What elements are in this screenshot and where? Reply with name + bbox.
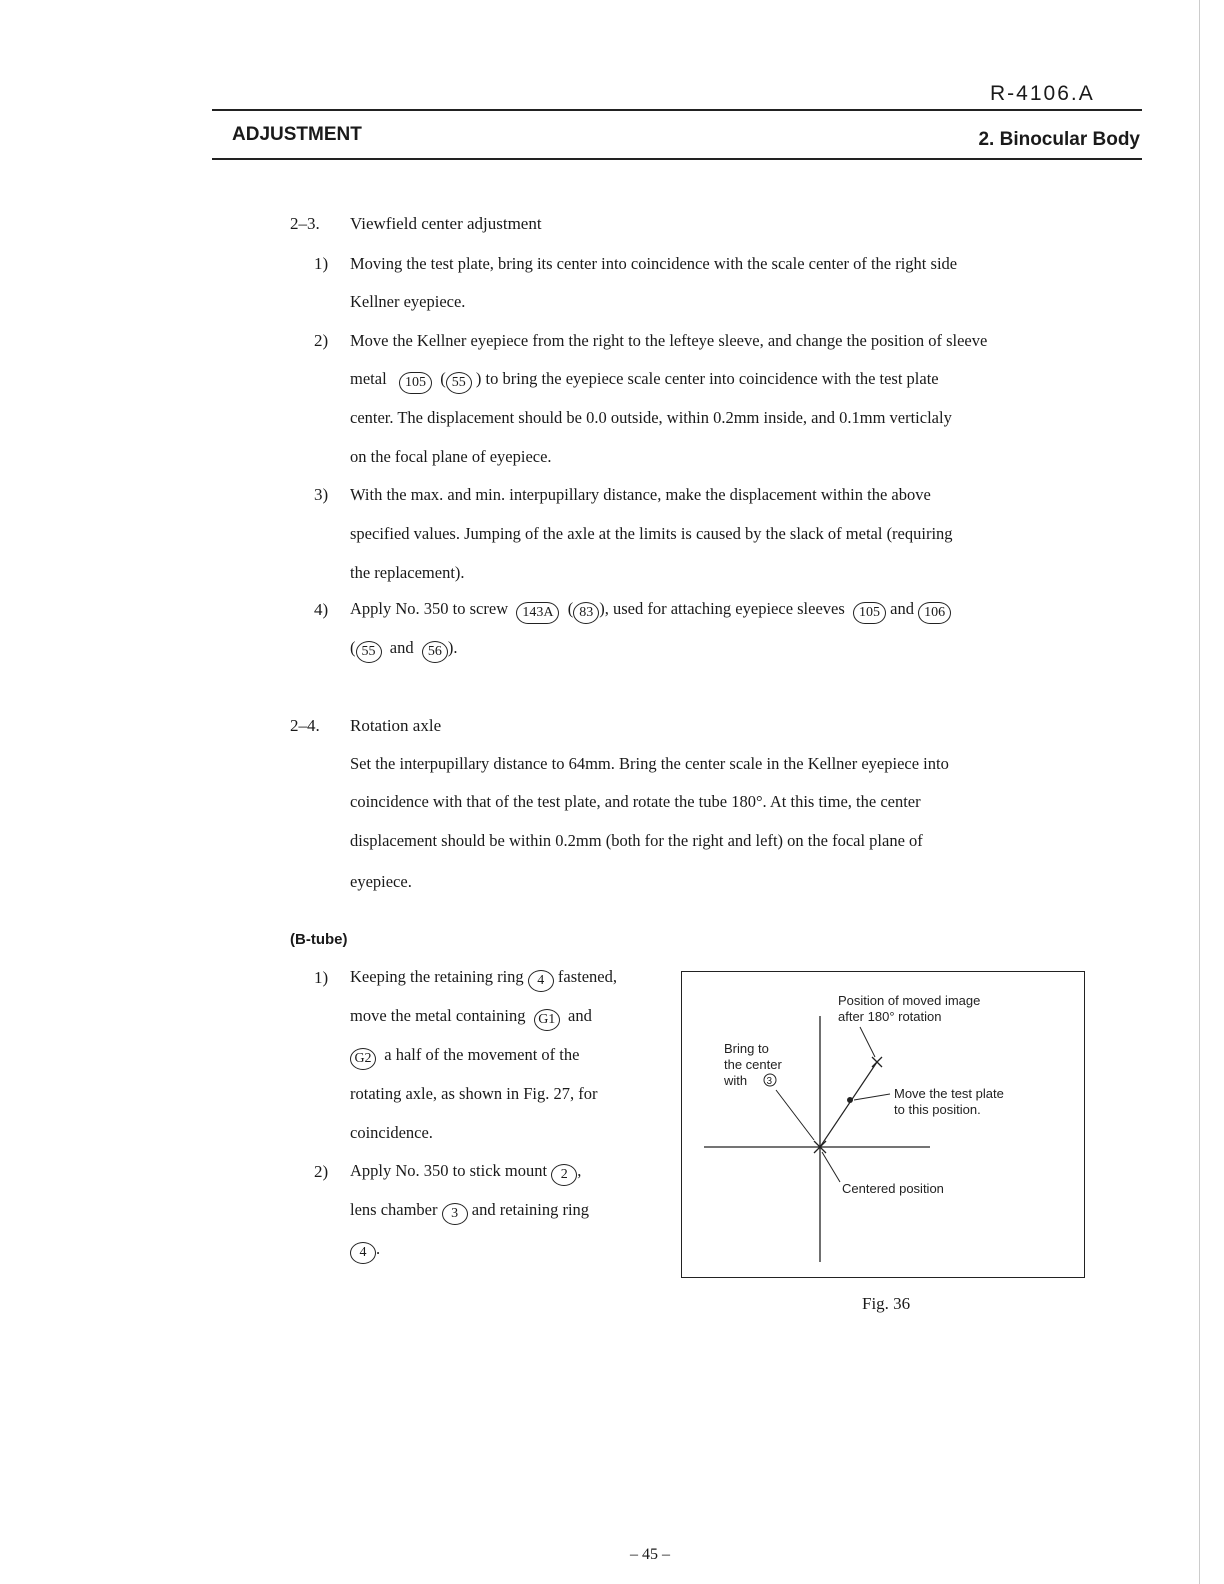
test-plate-point — [847, 1097, 853, 1103]
label-move-plate-line-2: to this position. — [894, 1102, 981, 1117]
b-tube-step-1-line-1 — [350, 967, 617, 992]
displacement-line — [820, 1062, 877, 1147]
label-bring-circle-number: 3 — [766, 1076, 773, 1087]
text: fastened, — [557, 967, 618, 986]
step-3-line-2: specified values. Jumping of the axle at the limits is caused by the slack of metal (requiring — [350, 524, 953, 543]
text: and retaining ring — [471, 1200, 590, 1219]
part-4-callout: 4 — [350, 1242, 376, 1264]
section-2-4-line-4: eyepiece. — [350, 872, 412, 891]
figure-36-caption: Fig. 36 — [862, 1294, 911, 1313]
moved-image-leader — [860, 1027, 875, 1057]
label-bring-line-1: Bring to — [724, 1041, 769, 1056]
section-2-4-line-1: Set the interpupillary distance to 64mm. Bring the center scale in the Kellner eyepiece into — [350, 754, 949, 773]
and-text: and — [890, 599, 914, 618]
step-4-number: 4) — [314, 600, 329, 619]
step-2-text-rest: ) to bring the eyepiece scale center into coincidence with the test plate — [475, 369, 939, 388]
test-plate-leader — [854, 1094, 890, 1100]
b-tube-step-1-line-4: rotating axle, as shown in Fig. 27, for — [350, 1084, 598, 1103]
step-2-text-metal: metal — [350, 369, 387, 388]
step-1-line-2: Kellner eyepiece. — [350, 292, 466, 311]
text: Keeping the retaining ring — [350, 967, 524, 986]
step-2-line-2 — [350, 369, 939, 394]
step-4-line-2 — [350, 638, 457, 663]
step-4-line-1 — [350, 599, 951, 624]
part-3-callout: 3 — [442, 1203, 468, 1225]
part-83-callout: 83 — [573, 602, 599, 624]
text: a half of the movement of the — [384, 1045, 580, 1064]
label-moved-image-line-2: after 180° rotation — [838, 1009, 942, 1024]
part-g2-callout: G2 — [350, 1048, 376, 1070]
part-143a-callout: 143A — [516, 602, 559, 624]
step-3-line-1: With the max. and min. interpupillary distance, make the displacement within the above — [350, 485, 931, 504]
step-1-line-1: Moving the test plate, bring its center into coincidence with the scale center of the right side — [350, 254, 958, 273]
paren-open: ( — [567, 599, 574, 618]
text: , — [577, 1161, 582, 1180]
b-tube-step-2-line-2 — [350, 1200, 589, 1225]
b-tube-step-1-line-5: coincidence. — [350, 1123, 433, 1142]
section-2-3-number: 2–3. — [290, 214, 320, 233]
step-1-number: 1) — [314, 254, 329, 273]
step-3-line-3: the replacement). — [350, 563, 465, 582]
label-move-plate-line-1: Move the test plate — [894, 1086, 1004, 1101]
and-text: and — [389, 638, 414, 657]
b-tube-step-1-line-3 — [350, 1045, 579, 1070]
label-moved-image-line-1: Position of moved image — [838, 993, 981, 1008]
b-tube-step-2-number: 2) — [314, 1162, 329, 1181]
paren-open: ( — [440, 369, 446, 388]
step-4-text-apply: Apply No. 350 to screw — [350, 599, 509, 618]
part-55-callout: 55 — [356, 641, 382, 663]
header-section-title: ADJUSTMENT — [232, 124, 362, 145]
text: . — [376, 1239, 381, 1258]
text: lens chamber — [350, 1200, 438, 1219]
b-tube-step-2-line-1 — [350, 1161, 581, 1186]
part-56-callout: 56 — [422, 641, 448, 663]
section-2-4-line-3: displacement should be within 0.2mm (both for the right and left) on the focal plane of — [350, 831, 923, 850]
part-106-callout: 106 — [918, 602, 951, 624]
bring-center-leader — [776, 1090, 814, 1140]
figure-36-frame — [681, 971, 1085, 1278]
step-4-text-sleeves: ), used for attaching eyepiece sleeves — [599, 599, 845, 618]
text: and — [568, 1006, 592, 1025]
label-bring-line-2: the center — [724, 1057, 782, 1072]
section-2-4-line-2: coincidence with that of the test plate, and rotate the tube 180°. At this time, the center — [350, 792, 921, 811]
section-2-4-title: Rotation axle — [350, 716, 442, 735]
centered-leader — [822, 1152, 840, 1182]
document-id: R-4106.A — [990, 82, 1095, 105]
step-2-line-4: on the focal plane of eyepiece. — [350, 447, 552, 466]
header-chapter-title: 2. Binocular Body — [978, 129, 1140, 150]
label-centered-position: Centered position — [842, 1181, 944, 1196]
paren-close: ). — [447, 638, 458, 657]
label-bring-line-3: with — [724, 1073, 748, 1088]
section-2-3-title: Viewfield center adjustment — [350, 214, 542, 233]
part-4-callout: 4 — [528, 970, 554, 992]
figure-36-diagram — [682, 972, 1084, 1277]
part-55-callout: 55 — [446, 372, 472, 394]
part-105-callout: 105 — [399, 372, 432, 394]
header-rule-bottom — [212, 158, 1142, 160]
page-number: – 45 – — [630, 1546, 670, 1563]
step-2-line-3: center. The displacement should be 0.0 outside, within 0.2mm inside, and 0.1mm verticlaly — [350, 408, 952, 427]
text: Apply No. 350 to stick mount — [350, 1161, 548, 1180]
b-tube-heading: (B-tube) — [290, 931, 348, 948]
step-2-number: 2) — [314, 331, 329, 350]
section-2-4-number: 2–4. — [290, 716, 320, 735]
part-2-callout: 2 — [551, 1164, 577, 1186]
b-tube-step-1-number: 1) — [314, 968, 329, 987]
paren-open: ( — [350, 638, 356, 657]
step-2-line-1: Move the Kellner eyepiece from the right to the lefteye sleeve, and change the position of sleeve — [350, 331, 988, 350]
b-tube-step-1-line-2 — [350, 1006, 592, 1031]
header-rule-top — [212, 109, 1142, 111]
page-edge-line — [1199, 0, 1200, 1584]
b-tube-step-2-line-3 — [350, 1239, 380, 1264]
step-3-number: 3) — [314, 485, 329, 504]
text: move the metal containing — [350, 1006, 526, 1025]
part-105-callout: 105 — [853, 602, 886, 624]
part-g1-callout: G1 — [534, 1009, 560, 1031]
